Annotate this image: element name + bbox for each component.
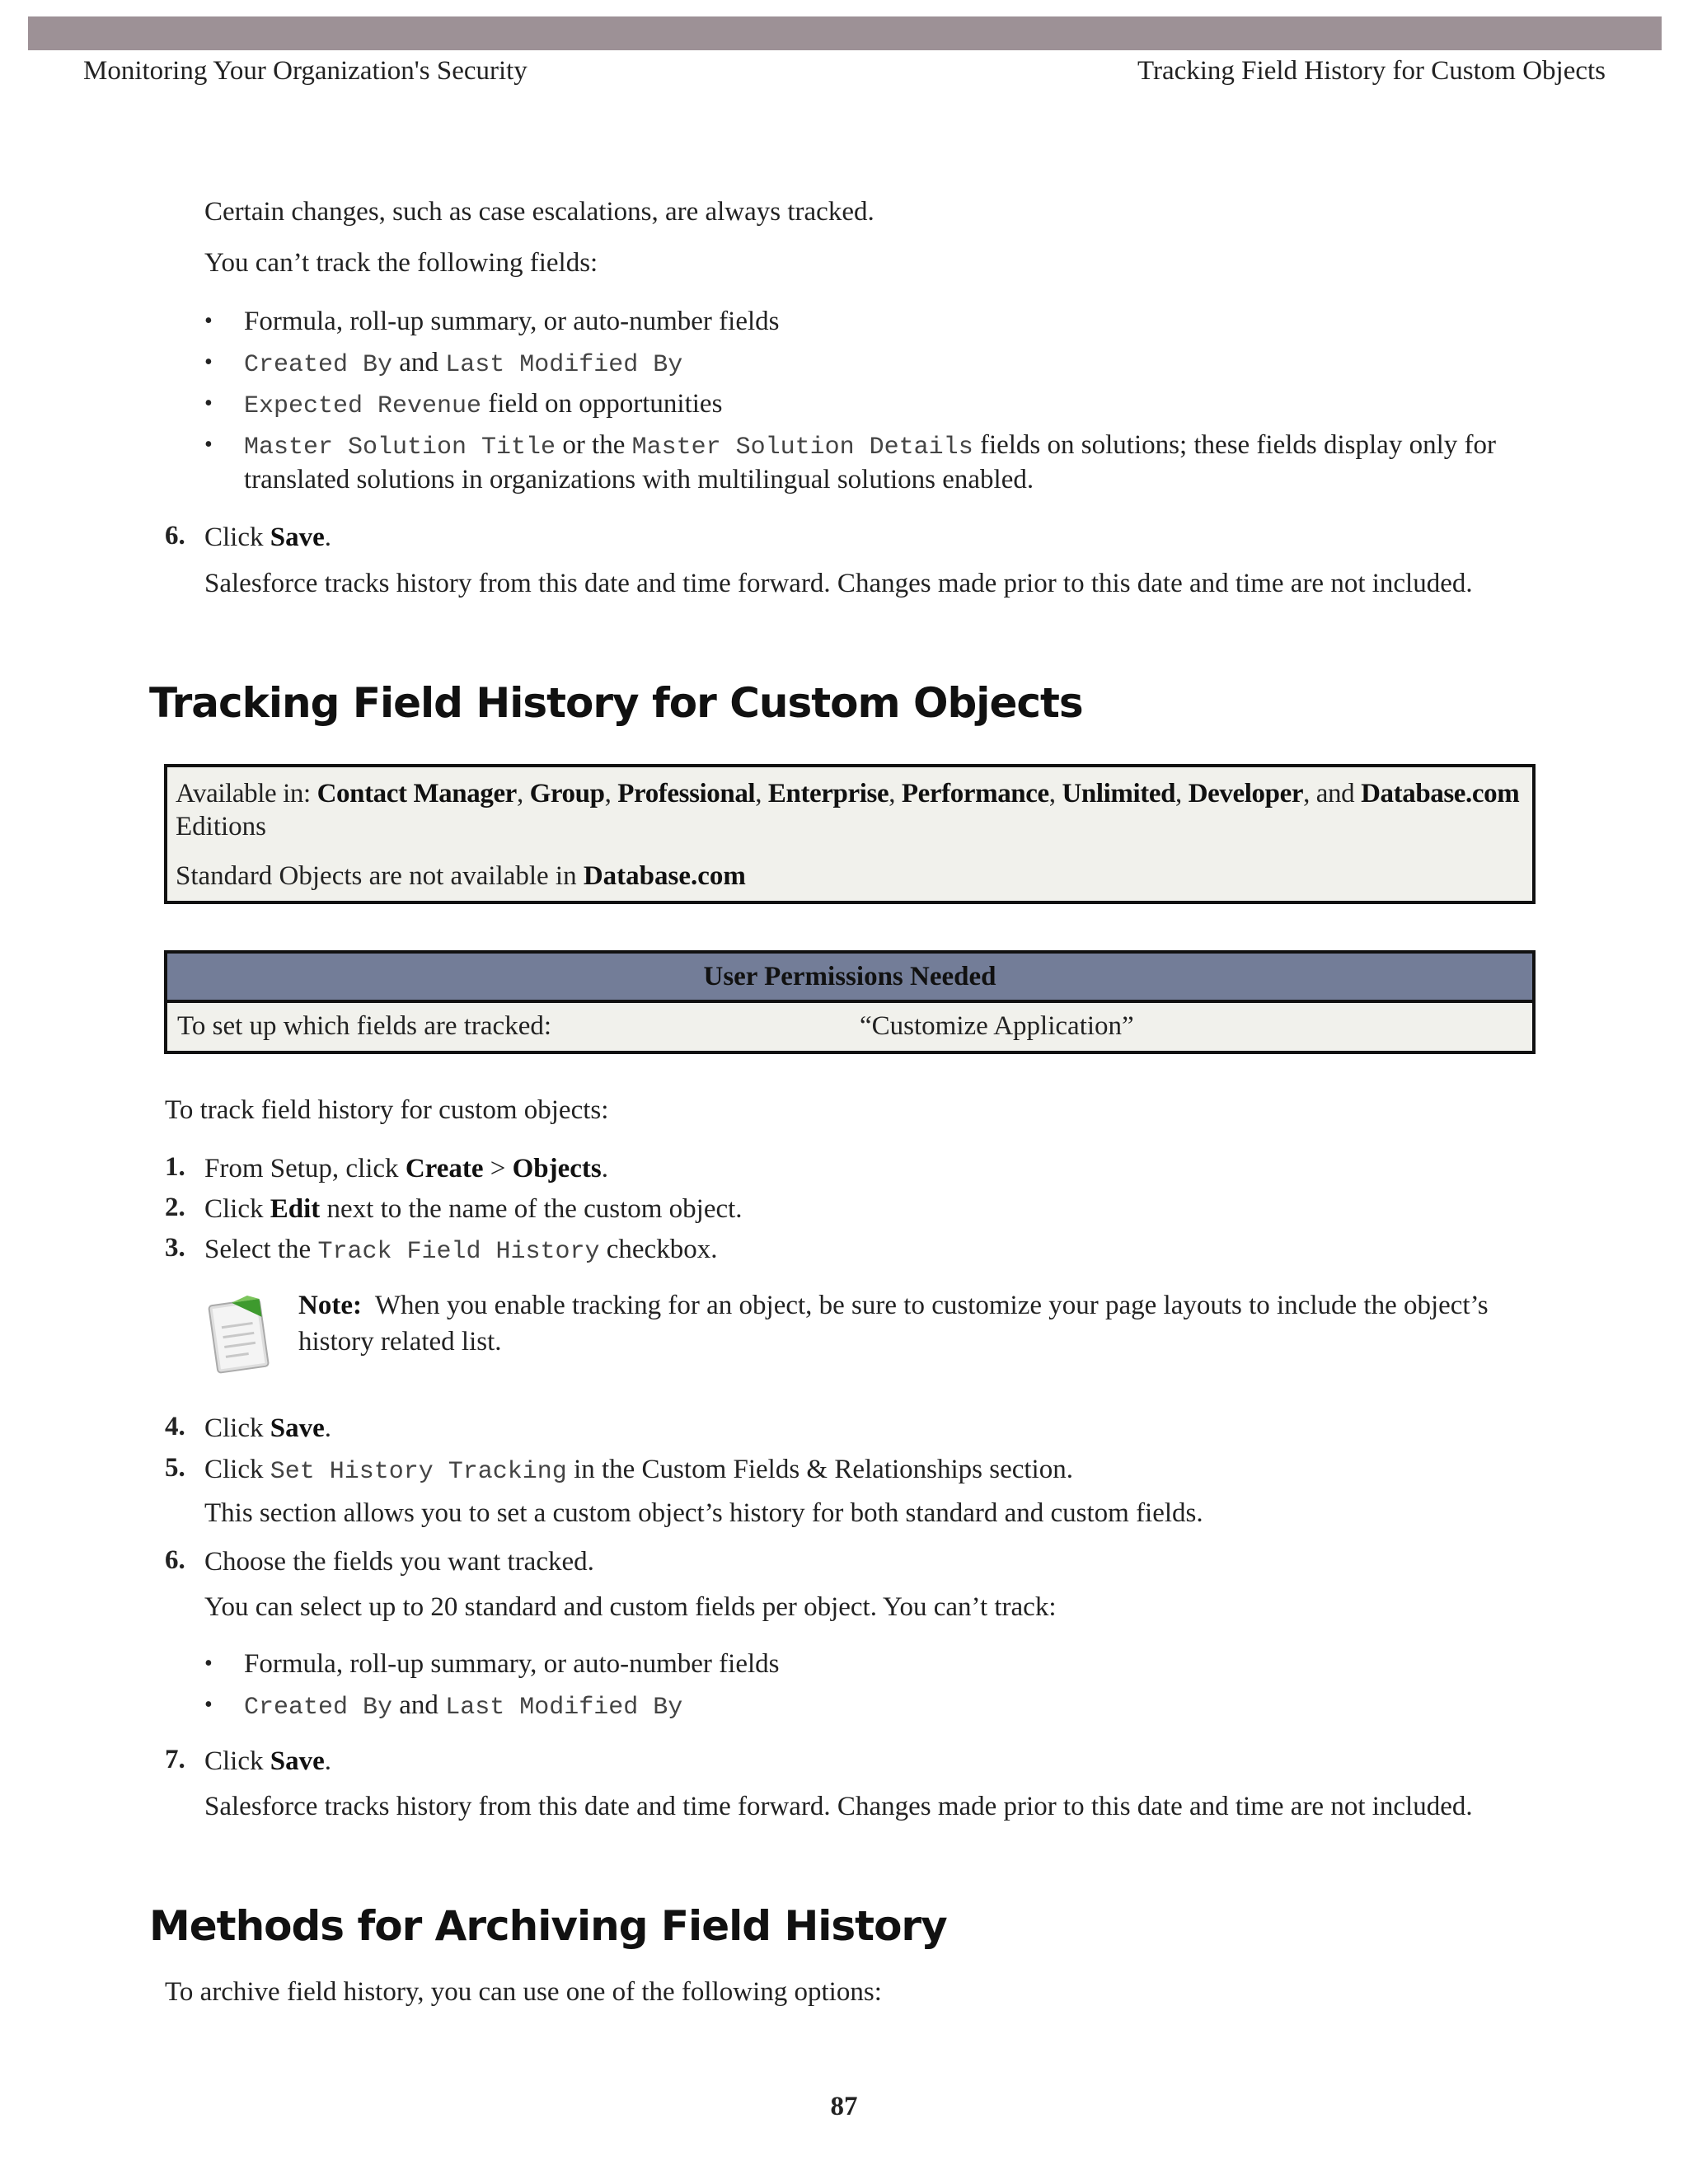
step-number: 2. [165,1193,185,1222]
step-text: Select the Track Field History checkbox. [204,1235,718,1266]
step-number: 6. [165,521,185,551]
page-number: 87 [830,2092,858,2121]
bullet-marker: • [204,391,213,416]
note-text-continuation: history related list. [298,1327,502,1357]
step-description: This section allows you to set a custom object’s history for both standard and custom fields. [204,1498,1203,1528]
section-heading: Tracking Field History for Custom Objects [149,679,1083,727]
list-item: Formula, roll-up summary, or auto-number fields [244,307,780,336]
code-master-solution-details: Master Solution Details [631,434,973,462]
note-text: Note: When you enable tracking for an object, be sure to customize your page layouts to include the object’s [298,1291,1489,1320]
bullet-marker: • [204,1651,213,1676]
step-text: Choose the fields you want tracked. [204,1547,594,1577]
note-icon [203,1287,274,1378]
intro-cant-track: You can’t track the following fields: [204,248,598,278]
list-item: Created By and Last Modified By [244,1690,683,1722]
running-header-left: Monitoring Your Organization's Security [83,56,528,86]
step-number: 5. [165,1453,185,1483]
permission-value: “Customize Application” [860,1011,1134,1041]
list-item: Master Solution Title or the Master Solution Details fields on solutions; these fields display only for [244,430,1496,462]
code-last-modified-by: Last Modified By [445,351,683,379]
code-last-modified-by: Last Modified By [445,1694,683,1722]
header-bar [28,16,1662,50]
editions-line: Available in: Contact Manager, Group, Professional, Enterprise, Performance, Unlimited, Developer, and Database.com [176,779,1520,808]
step-text: Click Edit next to the name of the custom object. [204,1194,743,1224]
permissions-table [164,950,1536,1054]
step-text: Click Save. [204,1413,331,1443]
code-track-field-history: Track Field History [317,1238,600,1266]
section-heading: Methods for Archiving Field History [149,1902,947,1950]
step-text: Click Save. [204,523,331,552]
bullet-marker: • [204,1692,213,1718]
standard-objects-note: Standard Objects are not available in Database.com [176,861,746,891]
bullet-marker: • [204,308,213,334]
permissions-header: User Permissions Needed [167,954,1532,1003]
list-item: Created By and Last Modified By [244,348,683,379]
section-lead: To archive field history, you can use one of the following options: [165,1977,882,2007]
table-row [167,1003,1532,1051]
editions-box [164,764,1536,904]
step-number: 3. [165,1233,185,1263]
code-master-solution-title: Master Solution Title [244,434,556,462]
step-text: Click Set History Tracking in the Custom Fields & Relationships section. [204,1455,1073,1486]
list-item: Expected Revenue field on opportunities [244,389,723,420]
step-number: 6. [165,1545,185,1575]
bullet-marker: • [204,349,213,375]
list-item-continuation: translated solutions in organizations with multilingual solutions enabled. [244,465,1034,494]
code-created-by: Created By [244,1694,393,1722]
step-number: 4. [165,1412,185,1441]
step-text: From Setup, click Create > Objects. [204,1154,608,1183]
section-lead: To track field history for custom objects: [165,1095,609,1125]
list-item: Formula, roll-up summary, or auto-number fields [244,1649,780,1679]
permission-label: To set up which fields are tracked: [177,1011,552,1041]
step-description: Salesforce tracks history from this date and time forward. Changes made prior to this date and time are not included. [204,1792,1473,1821]
step-number: 1. [165,1152,185,1182]
step-description: You can select up to 20 standard and custom fields per object. You can’t track: [204,1592,1057,1622]
intro-paragraph: Certain changes, such as case escalations, are always tracked. [204,197,874,227]
code-created-by: Created By [244,351,393,379]
bullet-marker: • [204,432,213,457]
note-label: Note: [298,1291,362,1320]
editions-word: Editions [176,812,267,841]
step-text: Click Save. [204,1746,331,1776]
step-description: Salesforce tracks history from this date and time forward. Changes made prior to this date and time are not included. [204,569,1473,598]
code-expected-revenue: Expected Revenue [244,392,482,420]
code-set-history-tracking: Set History Tracking [270,1458,567,1486]
running-header-right: Tracking Field History for Custom Objects [1137,56,1606,86]
step-number: 7. [165,1745,185,1774]
